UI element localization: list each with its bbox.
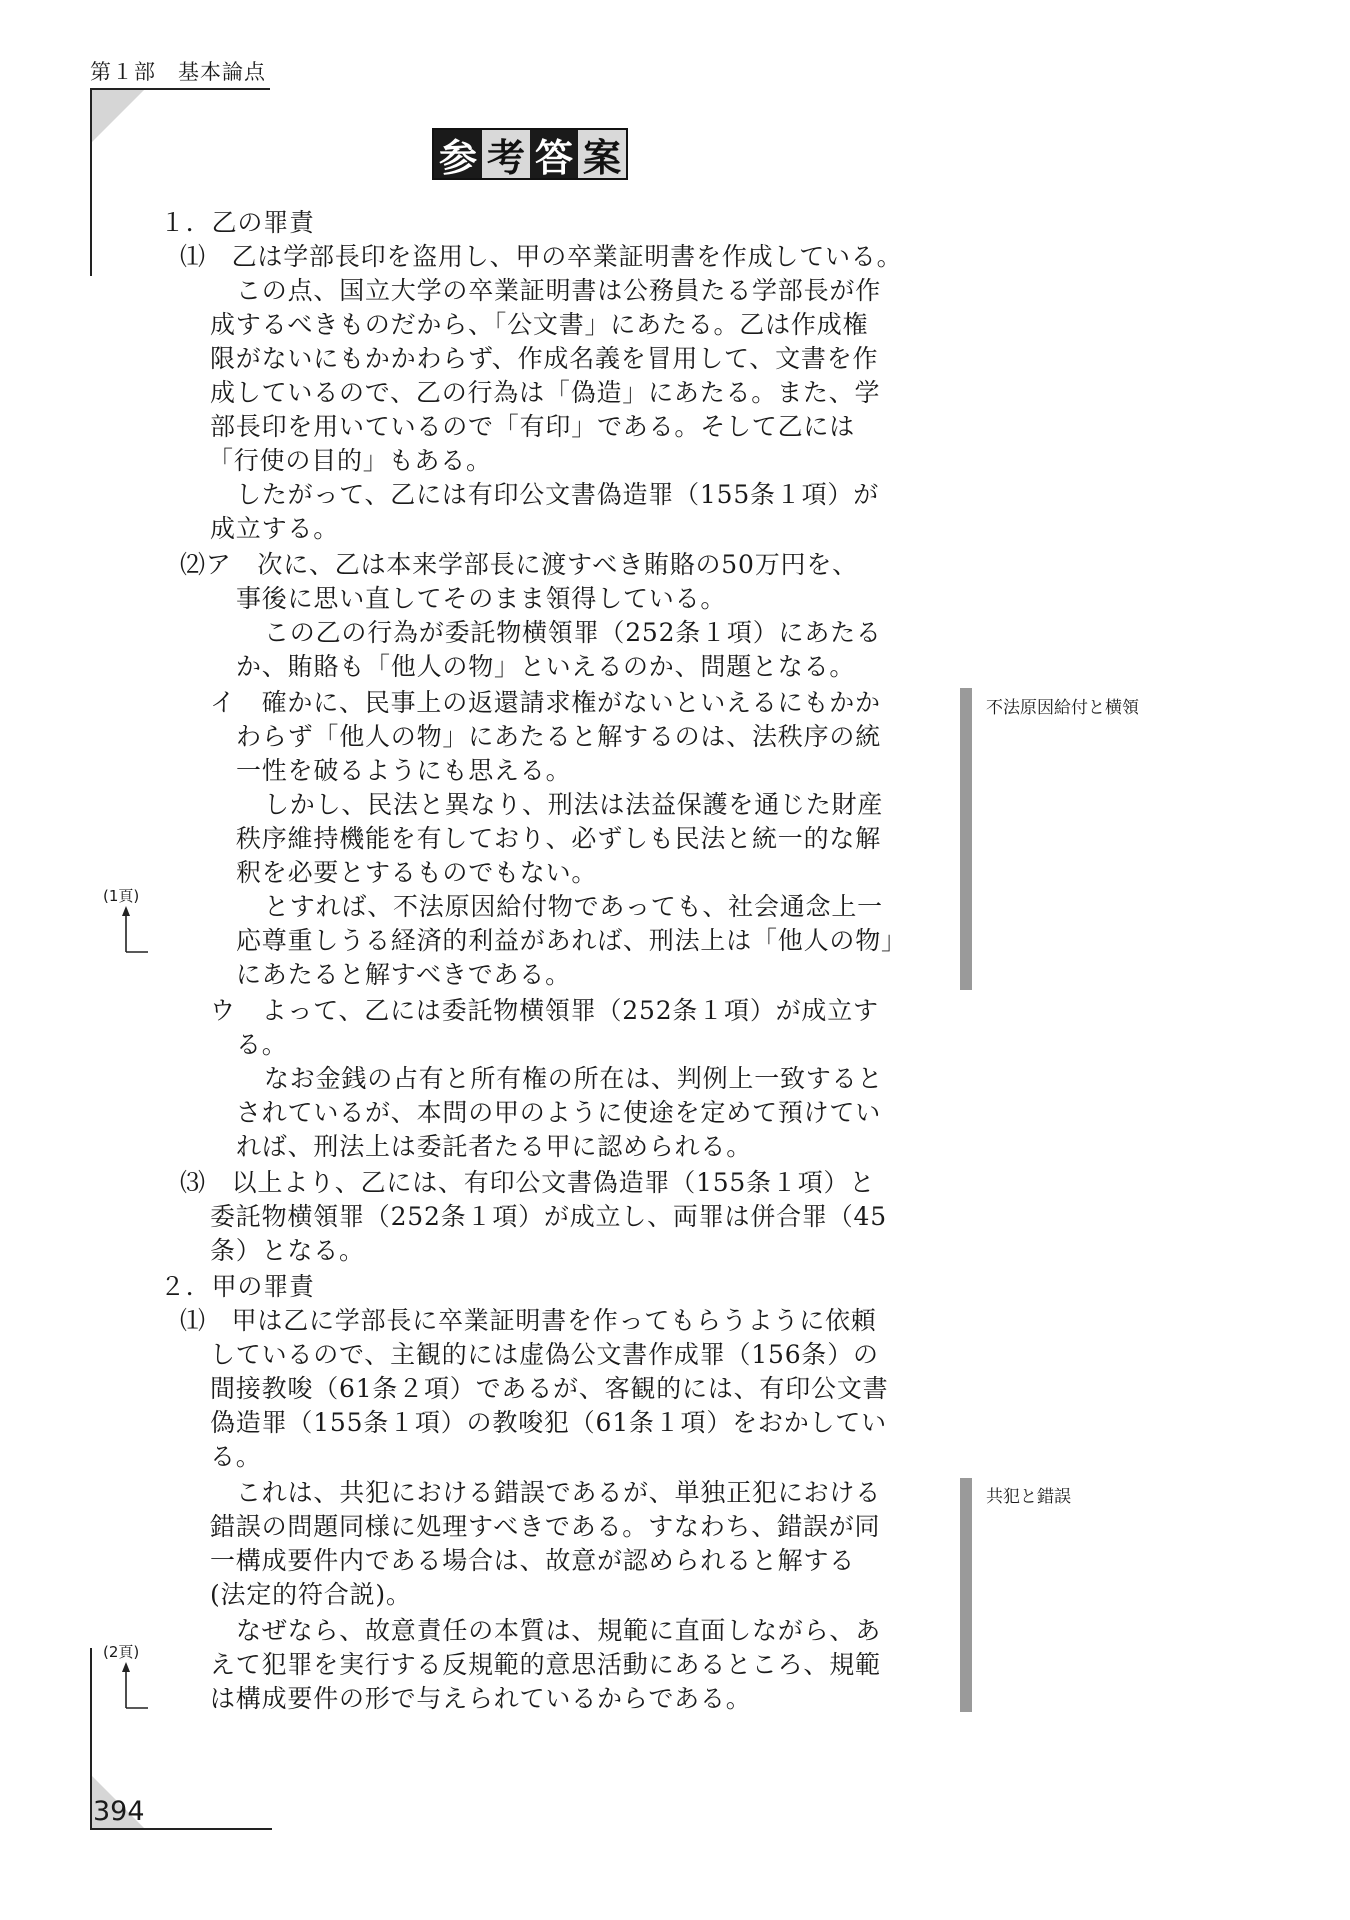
text-line: る。: [210, 1442, 262, 1471]
text-line: ⑵ア 次に、乙は本来学部長に渡すべき賄賂の50万円を、: [180, 550, 858, 579]
side-note-2: 共犯と錯誤: [986, 1487, 1071, 1507]
text-line: か、賄賂も「他人の物」といえるのか、問題となる。: [236, 652, 856, 681]
corner-decoration-top: [92, 90, 144, 142]
footer-rule: [90, 1828, 272, 1830]
title-char: 答: [530, 130, 578, 178]
text-line: 釈を必要とするものでもない。: [236, 858, 598, 887]
text-line: したがって、乙には有印公文書偽造罪（155条１項）が: [236, 480, 880, 509]
text-line: 条）となる。: [210, 1236, 365, 1265]
text-line: なお金銭の占有と所有権の所在は、判例上一致すると: [264, 1064, 884, 1093]
text-line: しているので、主観的には虚偽公文書作成罪（156条）の: [210, 1340, 879, 1369]
text-line: 成立する。: [210, 514, 340, 543]
text-line: しかし、民法と異なり、刑法は法益保護を通じた財産: [264, 790, 884, 819]
text-line: 成しているので、乙の行為は「偽造」にあたる。また、学: [210, 378, 881, 407]
title-char: 参: [434, 130, 482, 178]
text-line: 一性を破るようにも思える。: [236, 756, 572, 785]
page-ref-arrow-icon: [118, 1662, 152, 1712]
text-line: 部長印を用いているので「有印」である。そして乙には: [210, 412, 856, 441]
text-line: 一構成要件内である場合は、故意が認められると解する: [210, 1546, 856, 1575]
title-char: 案: [578, 130, 626, 178]
text-line: れば、刑法上は委託者たる甲に認められる。: [236, 1132, 753, 1161]
text-line: 事後に思い直してそのまま領得している。: [236, 584, 727, 613]
text-line: にあたると解すべきである。: [236, 960, 571, 989]
text-line: わらず「他人の物」にあたると解するのは、法秩序の統: [236, 722, 882, 751]
text-line: 委託物横領罪（252条１項）が成立し、両罪は併合罪（45: [210, 1202, 887, 1231]
text-line: されているが、本問の甲のように使途を定めて預けてい: [236, 1098, 882, 1127]
page-ref-1: (1頁): [103, 887, 140, 905]
heading-kou: ２．甲の罪責: [160, 1272, 315, 1301]
heading-otsu: １．乙の罪責: [160, 208, 315, 237]
text-line: 限がないにもかかわらず、作成名義を冒用して、文書を作: [210, 344, 879, 373]
text-line: ウ よって、乙には委託物横領罪（252条１項）が成立す: [210, 996, 879, 1025]
text-line: る。: [236, 1030, 288, 1059]
running-header: 第１部 基本論点: [90, 60, 266, 84]
page-title: [432, 128, 628, 180]
side-note-1: 不法原因給付と横領: [986, 698, 1139, 718]
text-line: 成するべきものだから、「公文書」にあたる。乙は作成権: [210, 310, 869, 339]
text-line: 偽造罪（155条１項）の教唆犯（61条１項）をおかしてい: [210, 1408, 887, 1437]
text-line: この点、国立大学の卒業証明書は公務員たる学部長が作: [236, 276, 882, 305]
margin-bar-1: [960, 688, 972, 990]
page-ref-2: (2頁): [103, 1643, 140, 1661]
text-line: なぜなら、故意責任の本質は、規範に直面しながら、あ: [236, 1616, 882, 1645]
text-line: 応尊重しうる経済的利益があれば、刑法上は「他人の物」: [236, 926, 907, 955]
title-char: 考: [482, 130, 530, 178]
text-line: とすれば、不法原因給付物であっても、社会通念上一: [264, 892, 883, 921]
text-line: ⑶ 以上より、乙には、有印公文書偽造罪（155条１項）と: [180, 1168, 876, 1197]
page-ref-arrow-icon: [118, 906, 152, 956]
text-line: ⑴ 甲は乙に学部長に卒業証明書を作ってもらうように依頼: [180, 1306, 877, 1335]
text-line: 秩序維持機能を有しており、必ずしも民法と統一的な解: [236, 824, 882, 853]
text-line: この乙の行為が委託物横領罪（252条１項）にあたる: [264, 618, 882, 647]
text-line: 間接教唆（61条２項）であるが、客観的には、有印公文書: [210, 1374, 889, 1403]
page-number: 394: [93, 1796, 145, 1827]
text-line: えて犯罪を実行する反規範的意思活動にあるところ、規範: [210, 1650, 881, 1679]
margin-bar-2: [960, 1478, 972, 1712]
text-line: イ 確かに、民事上の返還請求権がないといえるにもかか: [210, 688, 881, 717]
text-line: は構成要件の形で与えられているからである。: [210, 1684, 752, 1713]
text-line: これは、共犯における錯誤であるが、単独正犯における: [236, 1478, 882, 1507]
text-line: (法定的符合説)。: [210, 1580, 412, 1609]
text-line: ⑴ 乙は学部長印を盗用し、甲の卒業証明書を作成している。: [180, 242, 903, 271]
text-line: 錯誤の問題同様に処理すべきである。すなわち、錯誤が同: [210, 1512, 881, 1541]
text-line: 「行使の目的」もある。: [208, 446, 492, 475]
